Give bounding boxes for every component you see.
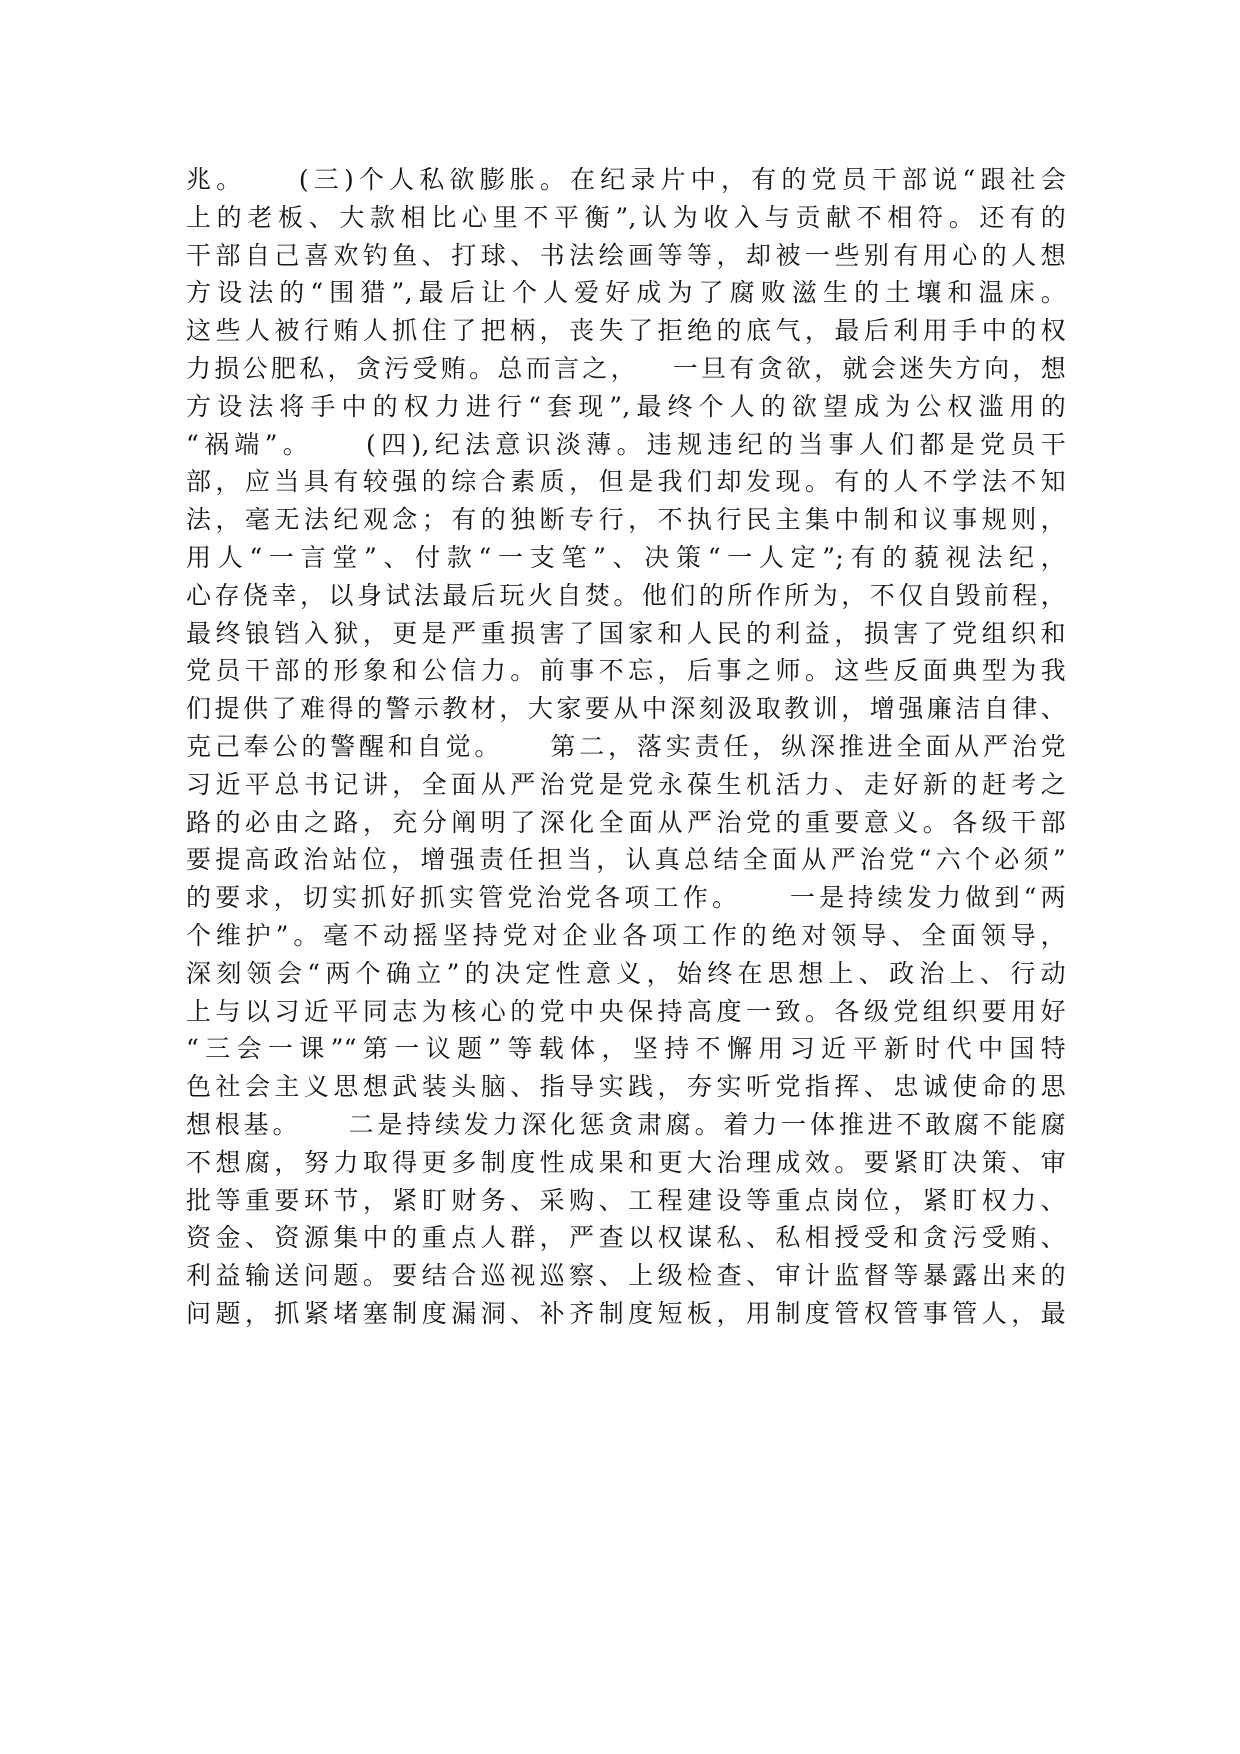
text-line: 心存侥幸，以身试法最后玩火自焚。他们的所作所为，不仅自毁前程，	[186, 580, 1066, 610]
text-line: 上与以习近平同志为核心的党中央保持高度一致。各级党组织要用好	[186, 996, 1066, 1026]
text-line: 批等重要环节，紧盯财务、采购、工程建设等重点岗位，紧盯权力、	[186, 1185, 1066, 1215]
text-line: 利益输送问题。要结合巡视巡察、上级检查、审计监督等暴露出来的	[186, 1261, 1066, 1291]
text-line: 要提高政治站位，增强责任担当，认真总结全面从严治党“六个必须”	[186, 845, 1066, 875]
text-line: 党员干部的形象和公信力。前事不忘，后事之师。这些反面典型为我	[186, 656, 1066, 686]
body-text	[186, 161, 1066, 1333]
text-line: 这些人被行贿人抓住了把柄，丧失了拒绝的底气，最后利用手中的权	[186, 316, 1066, 346]
text-line: 最终锒铛入狱，更是严重损害了国家和人民的利益，损害了党组织和	[186, 618, 1066, 648]
text-line: 力损公肥私，贪污受贿。总而言之， 一旦有贪欲，就会迷失方向，想	[186, 353, 1066, 383]
text-line: “祸端”。 (四),纪法意识淡薄。违规违纪的当事人们都是党员干	[186, 429, 1066, 459]
text-line: 资金、资源集中的重点人群，严查以权谋私、私相授受和贪污受贿、	[186, 1223, 1066, 1253]
text-line: 用人“一言堂”、付款“一支笔”、决策“一人定”;有的藐视法纪，	[186, 542, 1066, 572]
text-line: 克己奉公的警醒和自觉。 第二，落实责任，纵深推进全面从严治党	[186, 731, 1066, 761]
text-line: 路的必由之路，充分阐明了深化全面从严治党的重要意义。各级干部	[186, 807, 1066, 837]
text-line: 习近平总书记讲，全面从严治党是党永葆生机活力、走好新的赶考之	[186, 769, 1066, 799]
text-line: 干部自己喜欢钓鱼、打球、书法绘画等等，却被一些别有用心的人想	[186, 240, 1066, 270]
text-line: 想根基。 二是持续发力深化惩贪肃腐。着力一体推进不敢腐不能腐	[186, 1109, 1066, 1139]
text-line: 方设法将手中的权力进行“套现”,最终个人的欲望成为公权滥用的	[186, 391, 1066, 421]
text-line: 深刻领会“两个确立”的决定性意义，始终在思想上、政治上、行动	[186, 958, 1066, 988]
text-line: 方设法的“围猎”,最后让个人爱好成为了腐败滋生的土壤和温床。	[186, 278, 1066, 308]
text-line: “三会一课”“第一议题”等载体，坚持不懈用习近平新时代中国特	[186, 1034, 1066, 1064]
text-line: 的要求，切实抓好抓实管党治党各项工作。 一是持续发力做到“两	[186, 883, 1066, 913]
text-line: 兆。 (三)个人私欲膨胀。在纪录片中，有的党员干部说“跟社会	[186, 165, 1066, 194]
text-line: 上的老板、大款相比心里不平衡”,认为收入与贡献不相符。还有的	[186, 202, 1066, 232]
text-line: 色社会主义思想武装头脑、指导实践，夯实听党指挥、忠诚使命的思	[186, 1072, 1066, 1102]
text-line: 问题，抓紧堵塞制度漏洞、补齐制度短板，用制度管权管事管人，最	[186, 1298, 1066, 1328]
text-line: 个维护”。毫不动摇坚持党对企业各项工作的绝对领导、全面领导，	[186, 920, 1066, 950]
text-line: 法，毫无法纪观念；有的独断专行，不执行民主集中制和议事规则，	[186, 505, 1066, 535]
text-line: 部，应当具有较强的综合素质，但是我们却发现。有的人不学法不知	[186, 467, 1066, 497]
text-line: 们提供了难得的警示教材，大家要从中深刻汲取教训，增强廉洁自律、	[186, 694, 1066, 724]
text-line: 不想腐，努力取得更多制度性成果和更大治理成效。要紧盯决策、审	[186, 1147, 1066, 1177]
